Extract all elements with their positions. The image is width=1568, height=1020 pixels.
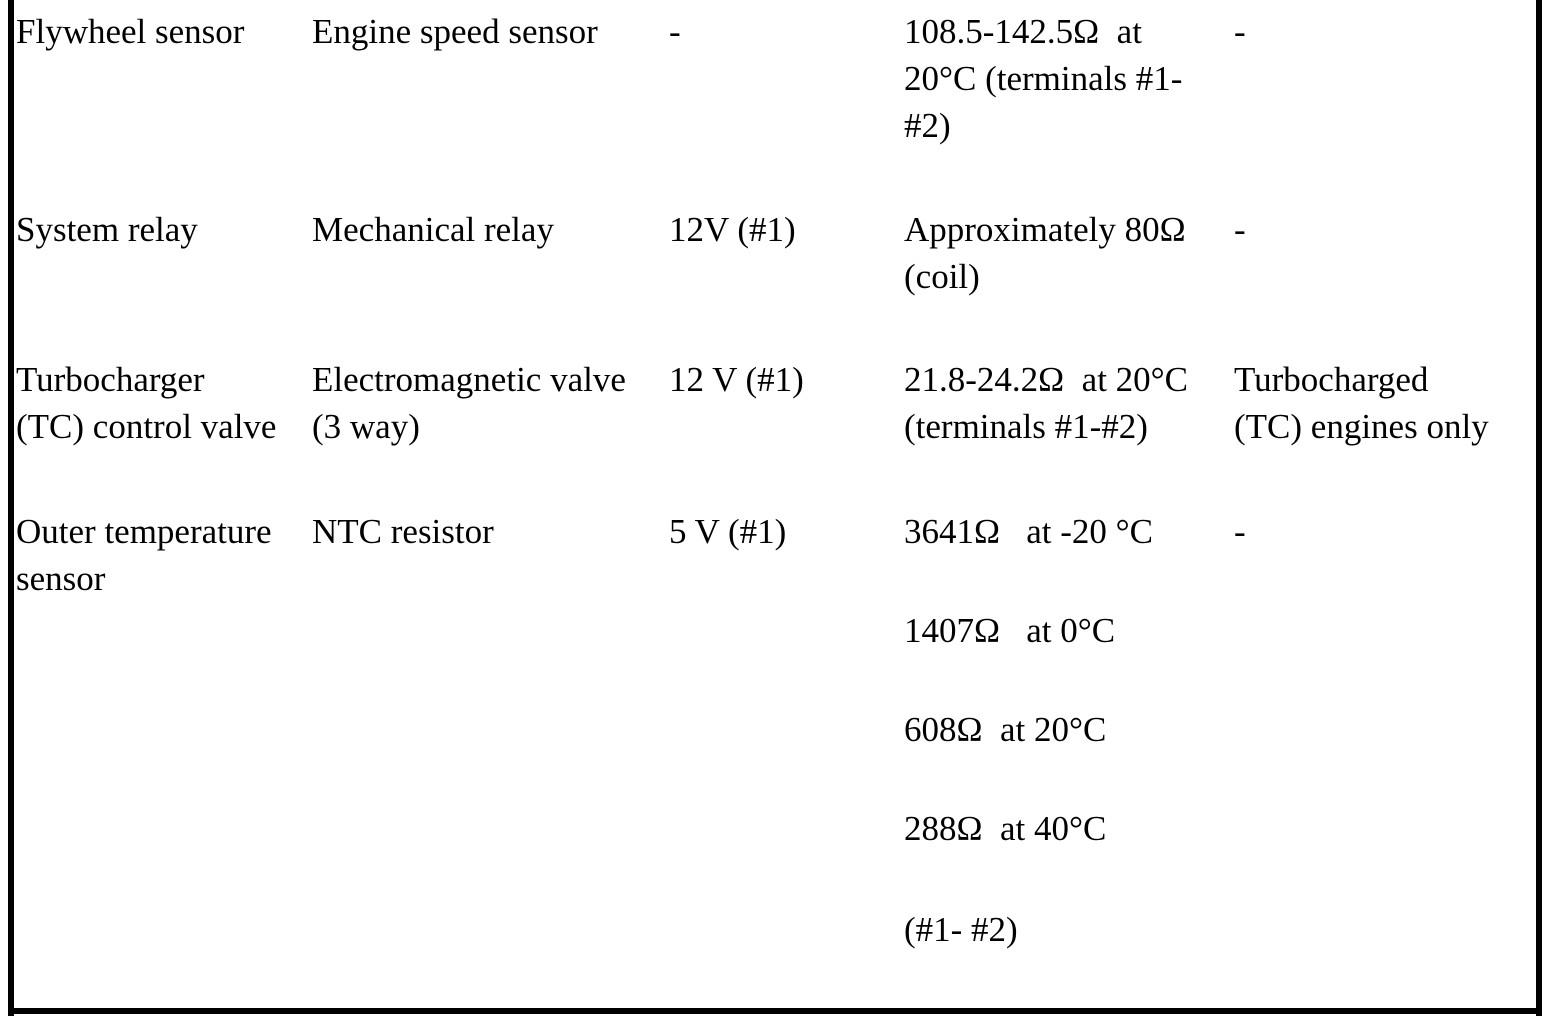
voltage-cell: - xyxy=(669,12,681,51)
type-cell: NTC resistor xyxy=(312,512,494,551)
component-cell: Turbocharger (TC) control valve xyxy=(16,360,277,446)
component-cell: Flywheel sensor xyxy=(16,12,245,51)
type-cell: Electromagnetic valve (3 way) xyxy=(312,360,626,446)
voltage-cell: 12 V (#1) xyxy=(669,360,804,399)
type-cell: Engine speed sensor xyxy=(312,12,598,51)
resistance-cell: 21.8-24.2Ω at 20°C (terminals #1-#2) xyxy=(904,360,1189,446)
table-border-right xyxy=(1536,0,1542,1016)
type-cell: Mechanical relay xyxy=(312,210,554,249)
component-cell: Outer temperature sensor xyxy=(16,512,272,598)
resistance-cell: Approximately 80Ω (coil) xyxy=(904,210,1186,296)
notes-cell: - xyxy=(1234,512,1246,551)
table-border-bottom xyxy=(8,1008,1542,1014)
resistance-value-20c: 608Ω at 20°C xyxy=(904,710,1107,749)
resistance-value-40c: 288Ω at 40°C xyxy=(904,809,1107,848)
resistance-cell: 3641Ω at -20 °C xyxy=(904,512,1154,551)
voltage-cell: 5 V (#1) xyxy=(669,512,787,551)
terminals-note: (#1- #2) xyxy=(904,910,1018,949)
notes-cell: - xyxy=(1234,12,1246,51)
notes-cell: Turbocharged (TC) engines only xyxy=(1234,360,1489,446)
resistance-cell: 108.5-142.5Ω at 20°C (terminals #1- #2) xyxy=(904,12,1183,145)
table-border-left xyxy=(8,0,14,1016)
notes-cell: - xyxy=(1234,210,1246,249)
component-cell: System relay xyxy=(16,210,198,249)
resistance-value-0c: 1407Ω at 0°C xyxy=(904,611,1116,650)
voltage-cell: 12V (#1) xyxy=(669,210,796,249)
